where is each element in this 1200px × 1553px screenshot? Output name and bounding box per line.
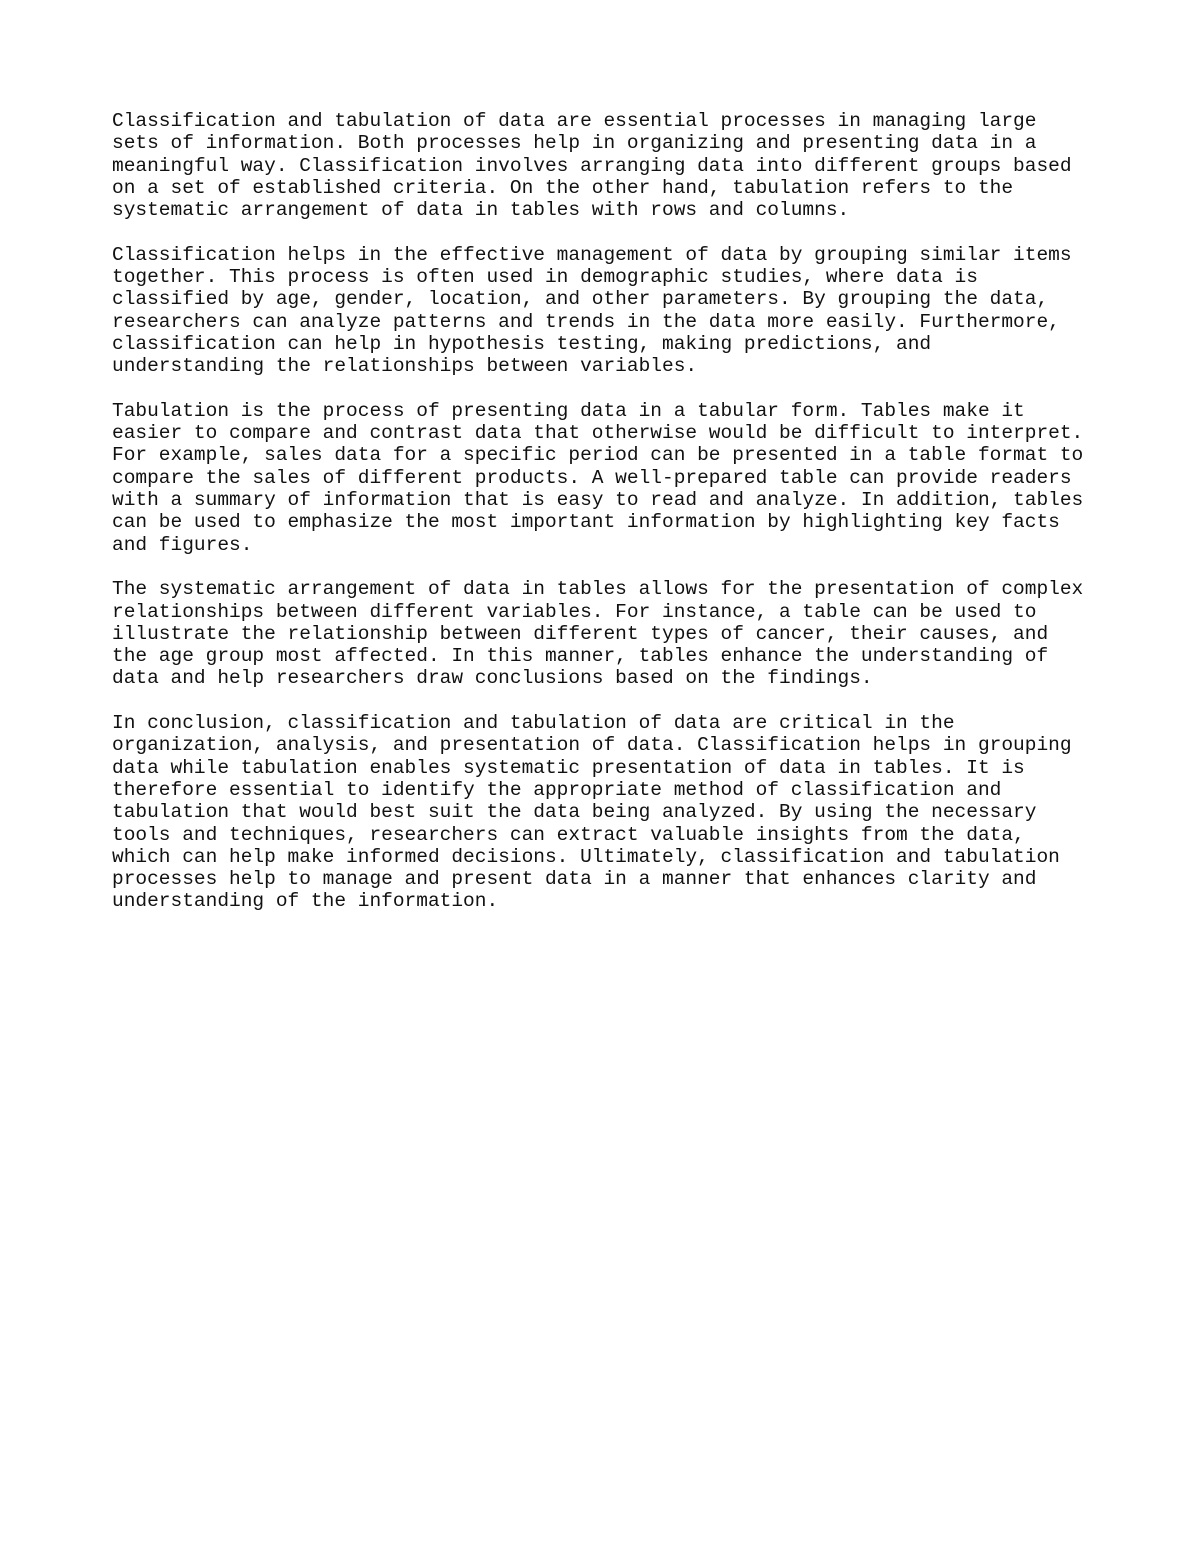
text-line: Tabulation is the process of presenting data in a tabular form. Tables make it	[112, 399, 1025, 422]
text-line: understanding the relationships between variables.	[112, 355, 698, 378]
text-line: Classification and tabulation of data are essential processes in managing large	[112, 110, 1037, 132]
paragraph-1	[112, 110, 1112, 221]
text-line: For example, sales data for a specific period can be presented in a table format to	[112, 444, 1084, 467]
text-line: classification can help in hypothesis testing, making predictions, and	[112, 332, 932, 355]
text-line: the age group most affected. In this manner, tables enhance the understanding of	[112, 645, 1049, 668]
text-line: with a summary of information that is easy to read and analyze. In addition, tables	[112, 489, 1084, 512]
paragraph-2	[112, 244, 1112, 378]
text-line: systematic arrangement of data in tables with rows and columns.	[112, 199, 850, 222]
paragraph-3	[112, 400, 1112, 556]
text-line: tools and techniques, researchers can extract valuable insights from the data,	[112, 823, 1025, 846]
text-line: researchers can analyze patterns and trends in the data more easily. Furthermore,	[112, 310, 1060, 333]
text-line: processes help to manage and present data in a manner that enhances clarity and	[112, 868, 1037, 891]
paragraph-4	[112, 578, 1112, 689]
text-line: therefore essential to identify the appropriate method of classification and	[112, 778, 1002, 801]
text-line: data and help researchers draw conclusions based on the findings.	[112, 667, 873, 690]
text-line: The systematic arrangement of data in tables allows for the presentation of complex	[112, 578, 1084, 601]
text-line: sets of information. Both processes help in organizing and presenting data in a	[112, 132, 1037, 155]
text-line: compare the sales of different products. A well-prepared table can provide readers	[112, 466, 1072, 489]
text-line: classified by age, gender, location, and other parameters. By grouping the data,	[112, 288, 1049, 311]
text-line: can be used to emphasize the most important information by highlighting key facts	[112, 511, 1060, 534]
text-line: and figures.	[112, 533, 253, 556]
text-line: tabulation that would best suit the data being analyzed. By using the necessary	[112, 801, 1037, 824]
text-line: relationships between different variables. For instance, a table can be used to	[112, 600, 1037, 623]
text-line: together. This process is often used in demographic studies, where data is	[112, 266, 978, 289]
text-line: on a set of established criteria. On the other hand, tabulation refers to the	[112, 176, 1014, 199]
text-line: illustrate the relationship between different types of cancer, their causes, and	[112, 622, 1049, 645]
document-body	[112, 110, 1112, 935]
text-line: In conclusion, classification and tabulation of data are critical in the	[112, 712, 955, 735]
text-line: meaningful way. Classification involves arranging data into different groups based	[112, 154, 1072, 177]
text-line: which can help make informed decisions. Ultimately, classification and tabulation	[112, 845, 1060, 868]
text-line: understanding of the information.	[112, 890, 499, 913]
text-line: organization, analysis, and presentation of data. Classification helps in grouping	[112, 734, 1072, 757]
text-line: data while tabulation enables systematic presentation of data in tables. It is	[112, 756, 1025, 779]
text-line: easier to compare and contrast data that otherwise would be difficult to interpret.	[112, 422, 1084, 445]
text-line: Classification helps in the effective management of data by grouping similar items	[112, 243, 1072, 266]
paragraph-5	[112, 712, 1112, 913]
